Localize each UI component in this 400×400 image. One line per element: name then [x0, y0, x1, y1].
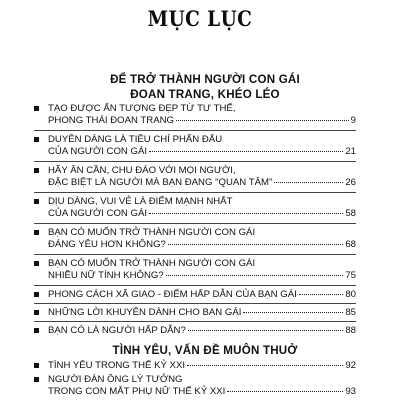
- entry-line: HÃY ÂN CẦN, CHU ĐÁO VỚI MỌI NGƯỜI,: [48, 165, 236, 176]
- page-number: 93: [345, 386, 356, 397]
- entry-line: NGƯỜI ĐÀN ÔNG LÝ TƯỞNG: [48, 374, 183, 385]
- entry-divider: [34, 192, 356, 193]
- entry-line: TRONG CON MẮT PHỤ NỮ THẾ KỶ XXI: [48, 386, 226, 397]
- dot-leader: [188, 330, 344, 331]
- entry-line-last: [48, 386, 356, 398]
- entry-line: ĐẶC BIỆT LÀ NGƯỜI MÀ BẠN ĐANG "QUAN TÂM": [48, 177, 273, 188]
- entry-divider: [34, 303, 356, 304]
- bullet-square-icon: [34, 168, 39, 173]
- entry-line: BẠN CÓ MUỐN TRỞ THÀNH NGƯỜI CON GÁI: [48, 258, 256, 269]
- bullet-square-icon: [34, 137, 39, 142]
- entry-line: BẠN CÓ MUỐN TRỞ THÀNH NGƯỜI CON GÁI: [48, 227, 256, 238]
- toc-entry[interactable]: [48, 307, 356, 319]
- entry-divider: [34, 285, 356, 286]
- entry-line: PHONG CÁCH XÃ GIAO - ĐIỂM HẤP DẪN CỦA BẠN GÁI: [48, 289, 297, 300]
- entry-line: TẠO ĐƯỢC ẤN TƯỢNG ĐẸP TỪ TƯ THẾ,: [48, 103, 236, 114]
- entry-line: DỊU DÀNG, VUI VẺ LÀ ĐIỂM MẠNH NHẤT: [48, 196, 233, 207]
- entry-line: DUYÊN DÁNG LÀ TIÊU CHÍ PHẤN ĐẤU: [48, 134, 223, 145]
- bullet-square-icon: [34, 230, 39, 235]
- dot-leader: [243, 312, 343, 313]
- dot-leader: [166, 275, 344, 276]
- entry-line: BẠN CÓ LÀ NGƯỜI HẤP DẪN?: [48, 325, 186, 336]
- page-number: 9: [350, 115, 356, 126]
- toc-entry[interactable]: [48, 325, 356, 337]
- section-heading-line: TÌNH YÊU, VẤN ĐỀ MUÔN THUỞ: [112, 344, 298, 357]
- page-title: MỤC LỤC: [147, 6, 253, 31]
- entry-line: PHONG THÁI ĐOAN TRANG: [48, 115, 174, 126]
- entry-line: TÌNH YÊU TRONG THẾ KỶ XXI: [48, 360, 186, 371]
- entry-divider: [34, 161, 356, 162]
- page-number: 88: [345, 325, 356, 336]
- entry-line-last: [48, 307, 356, 319]
- bullet-square-icon: [34, 292, 39, 297]
- toc-entry[interactable]: [48, 360, 356, 372]
- page-number: 68: [345, 239, 356, 250]
- entry-divider: [34, 223, 356, 224]
- page-number: 92: [345, 360, 356, 371]
- entry-line: NHIỀU NỮ TÍNH KHÔNG?: [48, 270, 164, 281]
- entry-line-last: [48, 270, 356, 282]
- section-heading: [80, 343, 330, 358]
- bullet-square-icon: [34, 363, 39, 368]
- toc-entry[interactable]: [48, 103, 356, 127]
- toc-entry[interactable]: [48, 289, 356, 301]
- section-heading: [80, 72, 330, 102]
- toc-entry[interactable]: [48, 227, 356, 251]
- dot-leader: [274, 182, 343, 183]
- dot-leader: [299, 294, 344, 295]
- toc-entry[interactable]: [48, 196, 356, 220]
- page-number: 80: [345, 289, 356, 300]
- entry-line: NHỮNG LỜI KHUYÊN DÀNH CHO BẠN GÁI: [48, 307, 242, 318]
- page-number: 85: [345, 307, 356, 318]
- page-number: 75: [345, 270, 356, 281]
- entry-divider: [34, 254, 356, 255]
- entry-divider: [34, 130, 356, 131]
- entry-line: ĐÁNG YÊU HƠN KHÔNG?: [48, 239, 166, 250]
- section-heading-line: ĐỂ TRỞ THÀNH NGƯỜI CON GÁI: [110, 73, 300, 86]
- page-number: 21: [345, 146, 356, 157]
- entry-divider: [34, 321, 356, 322]
- toc-entry[interactable]: [48, 165, 356, 189]
- entry-line-last: [48, 208, 356, 220]
- entry-line: CỦA NGƯỜI CON GÁI: [48, 208, 148, 219]
- dot-leader: [187, 365, 343, 366]
- bullet-square-icon: [34, 261, 39, 266]
- bullet-square-icon: [34, 377, 39, 382]
- entry-line-last: [48, 325, 356, 337]
- dot-leader: [149, 151, 343, 152]
- bullet-square-icon: [34, 310, 39, 315]
- entry-line: CỦA NGƯỜI CON GÁI: [48, 146, 148, 157]
- toc-entry[interactable]: [48, 374, 356, 398]
- entry-line-last: [48, 239, 356, 251]
- entry-line-last: [48, 146, 356, 158]
- dot-leader: [168, 244, 343, 245]
- toc-entry[interactable]: [48, 134, 356, 158]
- page-number: 58: [345, 208, 356, 219]
- bullet-square-icon: [34, 199, 39, 204]
- entry-line-last: [48, 115, 356, 127]
- dot-leader: [227, 391, 343, 392]
- dot-leader: [149, 213, 343, 214]
- entry-line-last: [48, 360, 356, 372]
- bullet-square-icon: [34, 328, 39, 333]
- toc-entry[interactable]: [48, 258, 356, 282]
- section-heading-line: ĐOAN TRANG, KHÉO LÉO: [130, 88, 280, 101]
- entry-line-last: [48, 289, 356, 301]
- bullet-square-icon: [34, 106, 39, 111]
- page-number: 26: [345, 177, 356, 188]
- dot-leader: [176, 120, 349, 121]
- entry-line-last: [48, 177, 356, 189]
